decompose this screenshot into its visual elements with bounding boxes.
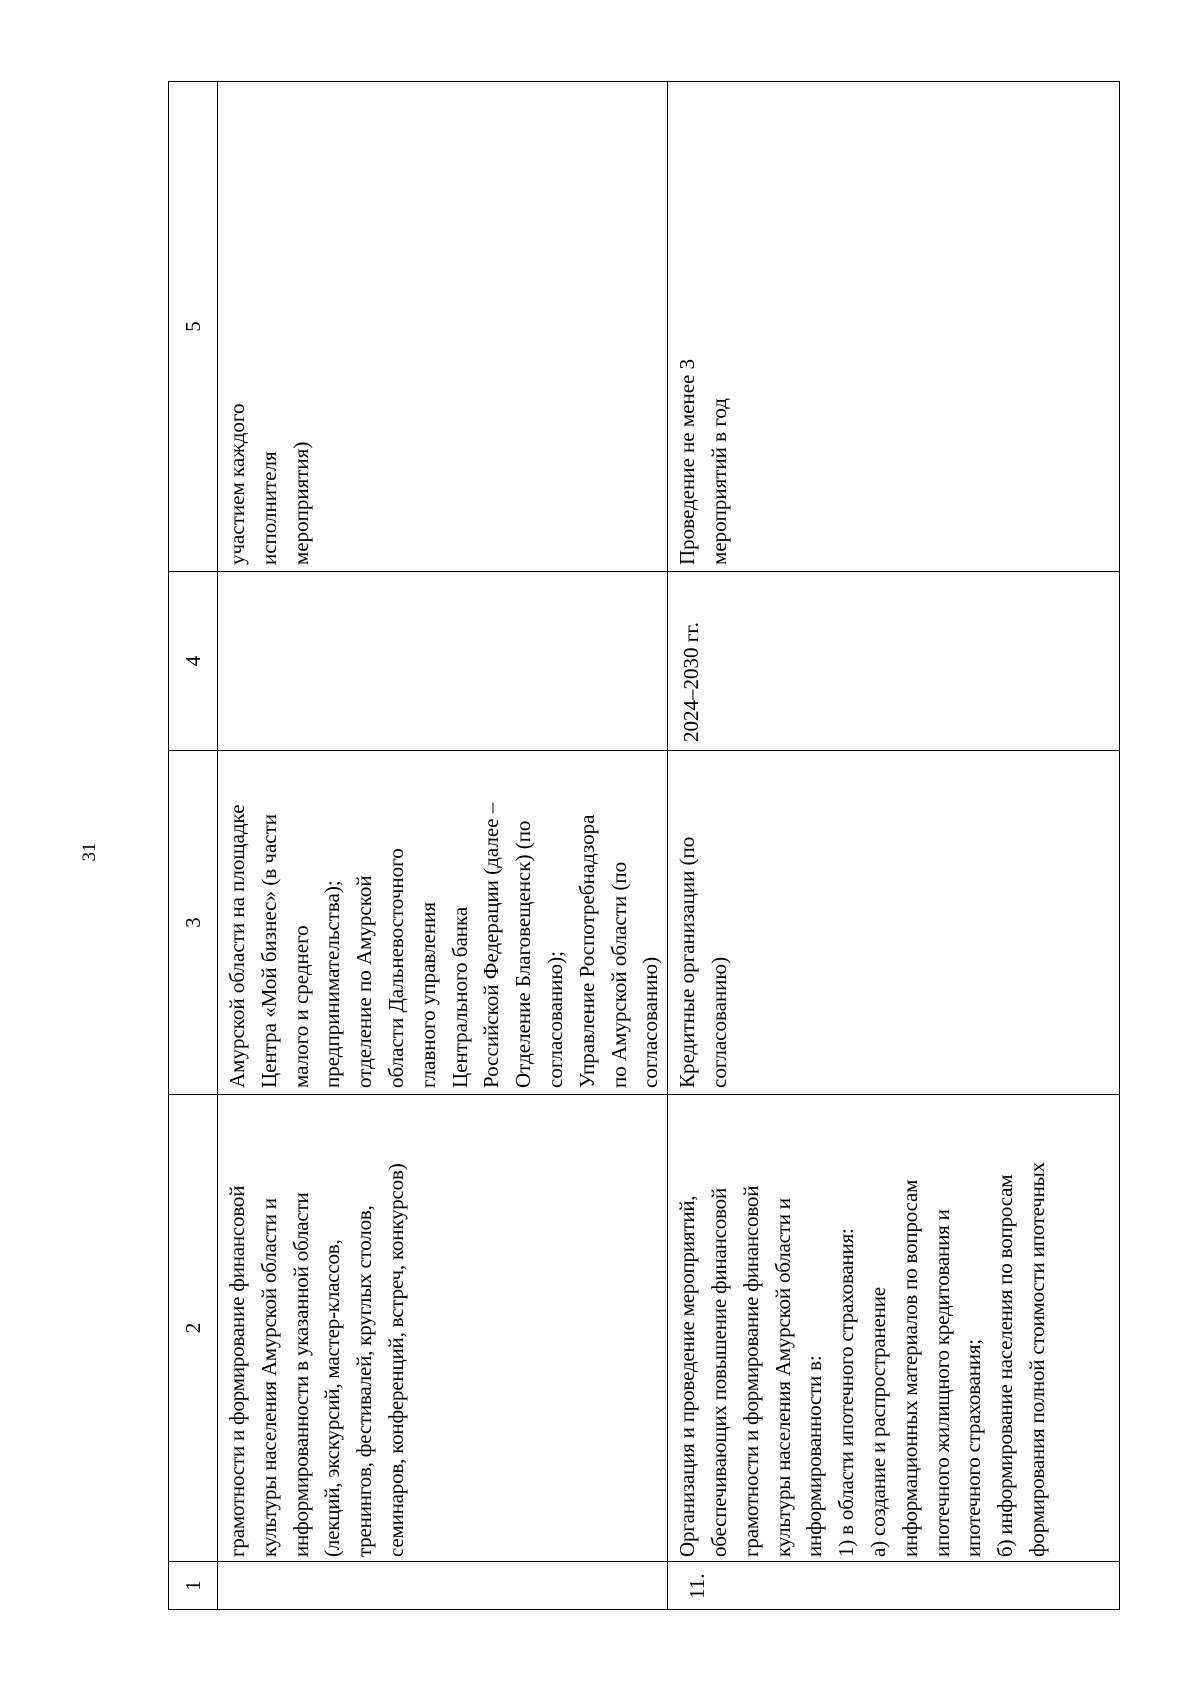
executors-cell xyxy=(218,751,668,1095)
column-header-4: 4 xyxy=(169,572,218,751)
activity-cell xyxy=(218,1095,668,1562)
table-header-row xyxy=(169,82,218,1610)
activity-text: грамотности и формирование финансовой культуры населения Амурской области и информированности в указанной области (лекций, экскурсий, мастер-классов, тренингов, фестивалей, круглых столов, семинаров, конференций, встреч, конкурсов) xyxy=(225,1163,408,1557)
period-cell xyxy=(668,572,1120,751)
column-header-2: 2 xyxy=(169,1095,218,1562)
activity-cell xyxy=(668,1095,1120,1562)
row-number xyxy=(218,1562,232,1609)
result-cell xyxy=(668,82,1120,572)
result-text: Проведение не менее 3 мероприятий в год xyxy=(675,358,731,565)
period-text: 2024–2030 гг. xyxy=(679,622,704,742)
column-header-1: 1 xyxy=(169,1562,218,1610)
executors-text: Амурской области на площадке Центра «Мой бизнес» (в части малого и среднего предпринимательства); отделение по Амурской области Дальневосточного главного управления Центрального банка Российской Федерации (далее – Отделение Благовещенск) (по согласованию); Управление Роспотребнадзора по Амурской области (по согласованию) xyxy=(225,802,663,1088)
period-cell xyxy=(218,572,668,751)
table-row xyxy=(218,82,668,1610)
period-text xyxy=(218,572,226,750)
result-cell xyxy=(218,82,668,572)
column-header-5: 5 xyxy=(169,82,218,572)
row-number: 11. xyxy=(685,1573,710,1599)
row-number-cell xyxy=(218,1562,668,1610)
activity-text: Организация и проведение мероприятий, обеспечивающих повышение финансовой грамотности и формирование финансовой культуры населения Амурской области и информированности в: 1) в области ипотечного страхования: а) создание и распространение информационных материалов по вопросам ипотечного жилищного кредитования и ипотечного страхования; б) информирование населения по вопросам формирования полной стоимости ипотечных xyxy=(675,1162,1049,1557)
column-header-3: 3 xyxy=(169,751,218,1095)
executors-text: Кредитные организации (по согласованию) xyxy=(675,836,731,1088)
result-text: участием каждого исполнителя мероприятия) xyxy=(225,403,313,565)
program-activities-table xyxy=(168,81,1120,1610)
row-number-cell xyxy=(668,1562,1120,1610)
table-row xyxy=(668,82,1120,1610)
page-number: 31 xyxy=(79,842,100,862)
executors-cell xyxy=(668,751,1120,1095)
